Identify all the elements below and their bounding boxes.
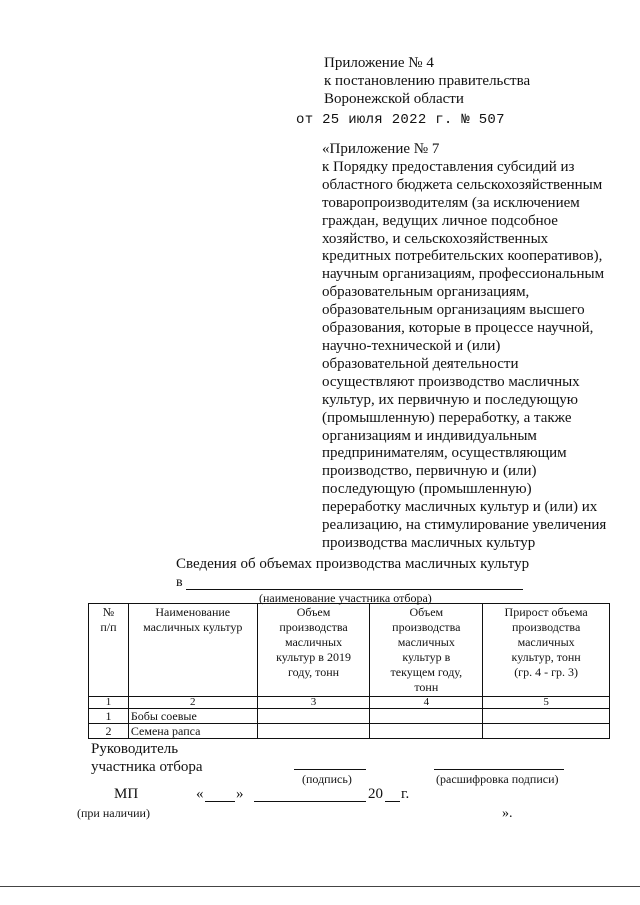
appendix7-line: производства масличных культур — [322, 534, 536, 551]
appendix7-line: «Приложение № 7 — [322, 141, 440, 157]
appendix7-line: образовательной деятельности — [322, 355, 519, 372]
header-volume-2019: Объем производства масличных культур в 2019 году, тонн — [257, 604, 370, 697]
row-number: 1 — [89, 709, 129, 724]
org-name-field[interactable] — [186, 589, 523, 590]
date-quote-open: « — [196, 786, 204, 802]
signature-caption: (подпись) — [302, 772, 352, 786]
appendix7-line: образовательным организациям, — [322, 284, 530, 301]
growth-cell[interactable] — [483, 724, 610, 739]
appendix7-line: организациям и индивидуальным — [322, 427, 537, 444]
form-title: Сведения об объемах производства масличных культур — [176, 556, 530, 572]
col-number: 3 — [257, 697, 370, 709]
appendix7-line: осуществляют производство масличных — [322, 373, 580, 390]
appendix4-block — [324, 54, 530, 108]
signature-decode-field[interactable] — [434, 769, 564, 770]
header-crop: Наименование масличных культур — [128, 604, 257, 697]
date-quote-close: » — [236, 786, 244, 802]
year-suffix: г. — [401, 786, 410, 802]
if-any-note: (при наличии) — [77, 806, 150, 820]
year-prefix: 20 — [368, 786, 383, 802]
col-number: 2 — [128, 697, 257, 709]
year-field[interactable] — [385, 801, 400, 802]
month-field[interactable] — [254, 801, 366, 802]
crop-name: Бобы соевые — [128, 709, 257, 724]
appendix7-line: образования, которые в процессе научной, — [322, 320, 594, 337]
page-bottom-divider — [0, 886, 640, 887]
appendix7-line: производство, первичную и (или) — [322, 463, 537, 480]
signature-decode-caption: (расшифровка подписи) — [436, 772, 559, 786]
col-number: 4 — [370, 697, 483, 709]
signature-field[interactable] — [294, 769, 366, 770]
day-field[interactable] — [205, 801, 235, 802]
appendix7-line: к Порядку предоставления субсидий из — [322, 158, 575, 175]
appendix4-ref: к постановлению правительства — [324, 73, 531, 89]
appendix7-line: переработку масличных культур и (или) их — [322, 499, 598, 516]
appendix7-line: (промышленную) переработку, а также — [322, 409, 572, 426]
col-number: 5 — [483, 697, 610, 709]
volume-current-cell[interactable] — [370, 724, 483, 739]
stamp-label: МП — [114, 786, 139, 802]
table-row — [89, 709, 610, 724]
crop-name: Семена рапса — [128, 724, 257, 739]
org-name-caption: (наименование участника отбора) — [259, 591, 432, 605]
head-label: Руководитель — [91, 741, 179, 757]
table-row — [89, 724, 610, 739]
appendix7-line: научным организациям, профессиональным — [322, 266, 605, 283]
appendix7-line: образовательным организациям высшего — [322, 302, 585, 319]
table-header-row — [89, 604, 610, 697]
volume-2019-cell[interactable] — [257, 724, 370, 739]
closing-quote: ». — [502, 806, 513, 821]
table-column-numbers — [89, 697, 610, 709]
appendix7-line: хозяйство, и сельскохозяйственных — [322, 230, 549, 247]
appendix7-line: товаропроизводителям (за исключением — [322, 194, 580, 211]
participant-label: участника отбора — [91, 759, 203, 775]
appendix7-line: граждан, ведущих личное подсобное — [322, 212, 558, 229]
appendix7-line: областного бюджета сельскохозяйственным — [322, 176, 603, 193]
appendix4-date: от 25 июля 2022 г. № 507 — [296, 112, 505, 128]
appendix7-line: культур, их первичную и последующую — [322, 391, 579, 408]
header-volume-current: Объем производства масличных культур в текущем году, тонн — [370, 604, 483, 697]
appendix7-line: реализацию, на стимулирование увеличения — [322, 517, 607, 534]
volumes-table — [88, 603, 610, 739]
appendix7-line: последующую (промышленную) — [322, 481, 532, 498]
appendix7-line: предпринимателям, осуществляющим — [322, 445, 567, 462]
header-growth: Прирост объема производства масличных культур, тонн (гр. 4 - гр. 3) — [483, 604, 610, 697]
appendix7-block — [322, 141, 606, 553]
volume-current-cell[interactable] — [370, 709, 483, 724]
volume-2019-cell[interactable] — [257, 709, 370, 724]
row-number: 2 — [89, 724, 129, 739]
header-num: № п/п — [89, 604, 129, 697]
appendix4-title: Приложение № 4 — [324, 55, 434, 71]
appendix7-line: научно-технической и (или) — [322, 337, 501, 354]
appendix7-line: кредитных потребительских кооперативов), — [322, 248, 603, 265]
org-prefix: в — [176, 575, 183, 590]
col-number: 1 — [89, 697, 129, 709]
appendix4-region: Воронежской области — [324, 91, 464, 107]
growth-cell[interactable] — [483, 709, 610, 724]
